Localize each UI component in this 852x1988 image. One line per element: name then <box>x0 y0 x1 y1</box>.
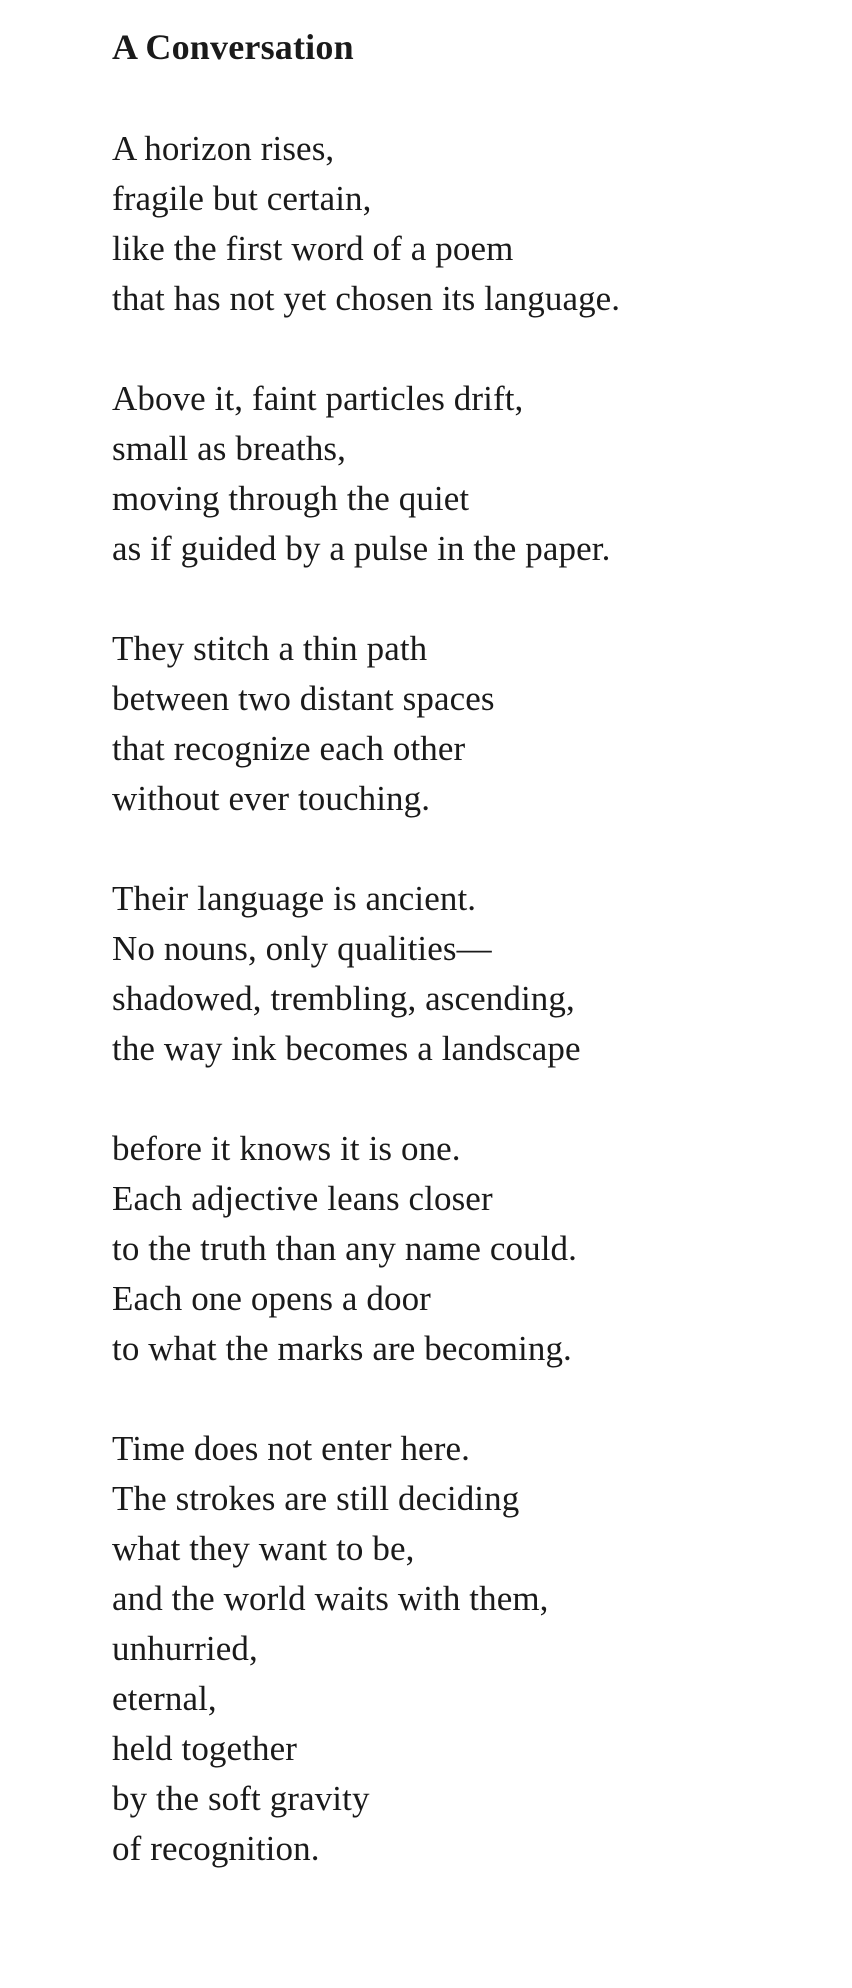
poem-line: eternal, <box>112 1679 217 1718</box>
poem-line: moving through the quiet <box>112 479 470 518</box>
poem-line: that recognize each other <box>112 729 466 768</box>
poem-line: fragile but certain, <box>112 179 372 218</box>
poem-line: held together <box>112 1729 297 1768</box>
poem-line: A horizon rises, <box>112 129 335 168</box>
poem-line: and the world waits with them, <box>112 1579 549 1618</box>
poem-line: Each adjective leans closer <box>112 1179 493 1218</box>
poem-line: Each one opens a door <box>112 1279 431 1318</box>
poem-line: No nouns, only qualities— <box>112 929 492 968</box>
poem-line: to the truth than any name could. <box>112 1229 577 1268</box>
poem-line: between two distant spaces <box>112 679 495 718</box>
poem-line: to what the marks are becoming. <box>112 1329 572 1368</box>
poem-line: Time does not enter here. <box>112 1429 470 1468</box>
poem-line: like the first word of a poem <box>112 229 514 268</box>
poem-line: as if guided by a pulse in the paper. <box>112 529 611 568</box>
stanza-2 <box>112 374 812 574</box>
poem-line: by the soft gravity <box>112 1779 370 1818</box>
poem-line: before it knows it is one. <box>112 1129 461 1168</box>
poem-line: of recognition. <box>112 1829 320 1868</box>
stanza-5 <box>112 1124 812 1374</box>
poem-line: They stitch a thin path <box>112 629 428 668</box>
poem-line: without ever touching. <box>112 779 431 818</box>
poem-line: Their language is ancient. <box>112 879 477 918</box>
stanza-6 <box>112 1424 812 1874</box>
poem-line: shadowed, trembling, ascending, <box>112 979 575 1018</box>
poem-line: what they want to be, <box>112 1529 415 1568</box>
poem-line: Above it, faint particles drift, <box>112 379 524 418</box>
poem-line: small as breaths, <box>112 429 347 468</box>
poem-line: the way ink becomes a landscape <box>112 1029 581 1068</box>
stanza-3 <box>112 624 812 824</box>
stanza-1 <box>112 124 812 324</box>
poem-title: A Conversation <box>112 27 354 67</box>
poem-page <box>112 22 812 1924</box>
poem-line: that has not yet chosen its language. <box>112 279 621 318</box>
stanza-4 <box>112 874 812 1074</box>
poem-line: The strokes are still deciding <box>112 1479 520 1518</box>
poem-line: unhurried, <box>112 1629 258 1668</box>
